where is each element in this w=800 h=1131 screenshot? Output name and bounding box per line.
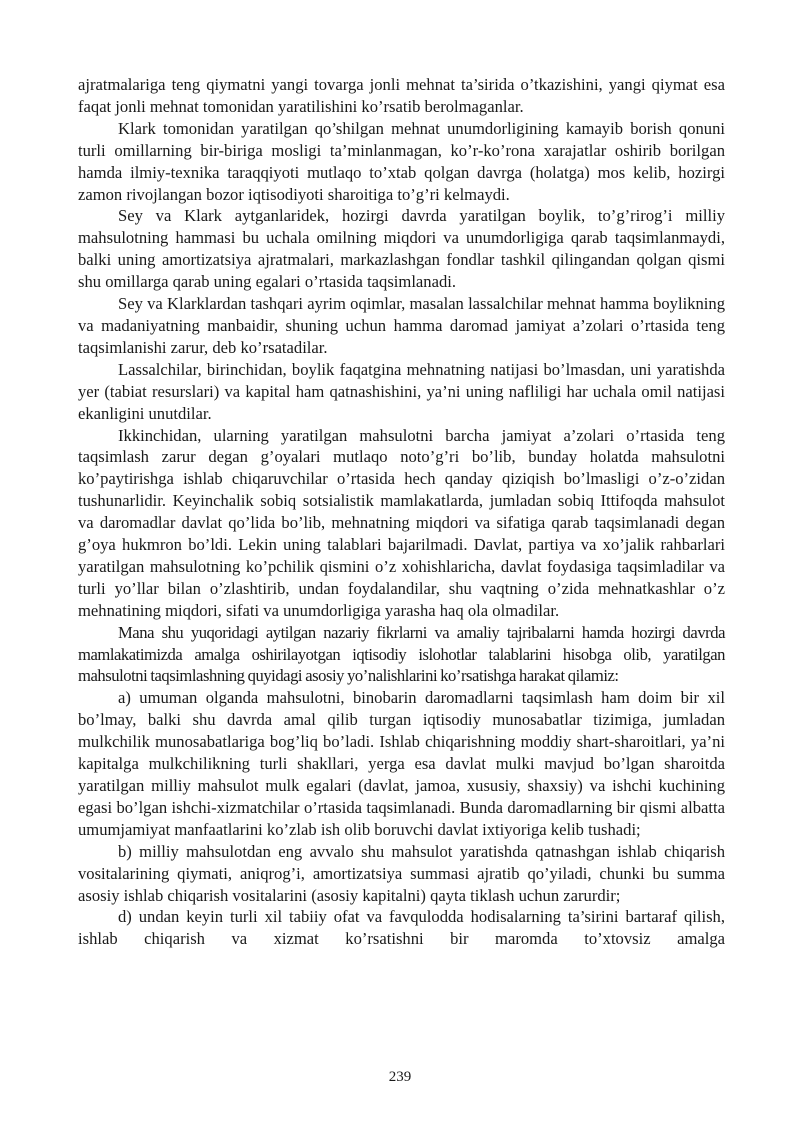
paragraph-lassalchilar-first: Lassalchilar, birinchidan, boylik faqatgina mehnatning natijasi bo’lmasdan, uni yaratishda yer (tabiat resurslari) va kapital ham qatnashishini, ya’ni uning nafliligi har uchala omil natijasi ekanligini unutdilar. bbox=[78, 359, 725, 423]
paragraph-item-b: b) milliy mahsulotdan eng avvalo shu mahsulot yaratishda qatnashgan ishlab chiqarish vositalarining qiymati, aniqrog’i, amortizatsiya summasi ajratib qo’yiladi, chunki bu summa asosiy ishlab chiqarish vositalarini (asosiy kapitalni) qayta tiklash uchun zarurdir; bbox=[78, 841, 725, 905]
paragraph-item-a: a) umuman olganda mahsulotni, binobarin daromadlarni taqsimlash ham doim bir xil bo’lmay, balki shu davrda amal qilib turgan iqtisodiy munosabatlar tizimiga, jumladan mulkchilik munosabatlariga bog’liq bo’ladi. Ishlab chiqarishning moddiy shart-sharoitlari, ya’ni kapitalga mulkchilikning turli shakllari, yerga esa davlat mulki mavjud bo’lgan sharoitda yaratilgan milliy mahsulot mulk egalari (davlat, jamoa, xususiy, shaxsiy) va ishchi kuchining egasi bo’lgan ishchi-xizmatchilar o’rtasida taqsimlanadi. Bunda daromadlarning bir qismi albatta umumjamiyat manfaatlarini ko’zlab ish olib boruvchi davlat ixtiyoriga kelib tushadi; bbox=[78, 688, 725, 839]
paragraph-sey-klark: Sey va Klark aytganlaridek, hozirgi davrda yaratilgan boylik, to’g’rirog’i milliy mahsulotning hammasi bu uchala omilning miqdori va unumdorligiga qarab taqsimlanmaydi, balki uning amortizatsiya ajratmalari, markazlashgan fondlar tashkil qilingandan qolgan qismi shu omillarga qarab uning egalari o’rtasida taqsimlanadi. bbox=[78, 206, 725, 292]
page-body bbox=[78, 74, 725, 950]
paragraph-directions-intro: Mana shu yuqoridagi aytilgan nazariy fikrlarni va amaliy tajribalarni hamda hozirgi davrda mamlakatimizda amalga oshirilayotgan iqtisodiy islohotlar talablarini hisobga olib, yaratilgan mahsulotni taqsimlashning quyidagi asosiy yo’nalishlarini ko’rsatishga harakat qilamiz: bbox=[78, 622, 725, 686]
page-number: 239 bbox=[388, 1069, 412, 1085]
paragraph-lassalchilar-intro: Sey va Klarklardan tashqari ayrim oqimlar, masalan lassalchilar mehnat hamma boylikning va madaniyatning manbaidir, shuning uchun hamma daromad jamiyat a’zolari o’rtasida teng taqsimlanishi zarur, deb ko’rsatadilar. bbox=[78, 294, 725, 357]
paragraph-klark-law: Klark tomonidan yaratilgan qo’shilgan mehnat unumdorligining kamayib borish qonuni turli omillarning bir-biriga mosligi ta’minlanmagan, ko’r-ko’rona xarajatlar oshirib borilgan hamda ilmiy-texnika taraqqiyoti mutlaqo to’xtab qolgan davrga (holatga) mos kelib, hozirgi zamon rivojlangan bozor iqtisodiyoti sharoitiga to’g’ri kelmaydi. bbox=[78, 118, 725, 204]
paragraph-continuation: ajratmalariga teng qiymatni yangi tovarga jonli mehnat ta’sirida o’tkazishini, yangi qiymat esa faqat jonli mehnat tomonidan yaratilishini ko’rsatib berolmaganlar. bbox=[78, 75, 725, 116]
paragraph-second-point: Ikkinchidan, ularning yaratilgan mahsulotni barcha jamiyat a’zolari o’rtasida teng taqsimlash zarur degan g’oyalari mutlaqo noto’g’ri bo’lib, bunday holatda mahsulotni ko’paytirishga ishlab chiqaruvchilar o’rtasida hech qanday qiziqish bo’lmasligi o’z-o’zidan tushunarlidir. Keyinchalik sobiq sotsialistik mamlakatlarda, jumladan sobiq Ittifoqda mahsulot va daromadlar davlat qo’lida bo’lib, mehnatning miqdori va sifatiga qarab taqsimlanadi degan g’oya hukmron bo’ldi. Lekin uning talablari bajarilmadi. Davlat, partiya va xo’jalik rahbarlari yaratilgan mahsulotning ko’pchilik qismini o’z xohishlaricha, davlat foydasiga taqsimladilar va turli yo’llar bilan o’zlashtirib, undan foydalandilar, shu vaqtning o’zida mehnatkashlar o’z mehnatining miqdori, sifati va unumdorligiga yarasha haq ola olmadilar. bbox=[78, 425, 725, 620]
paragraph-item-d: d) undan keyin turli xil tabiiy ofat va favqulodda hodisalarning ta’sirini bartaraf qilish, ishlab chiqarish va xizmat ko’rsatishni bir maromda to’xtovsiz amalga bbox=[78, 907, 725, 949]
